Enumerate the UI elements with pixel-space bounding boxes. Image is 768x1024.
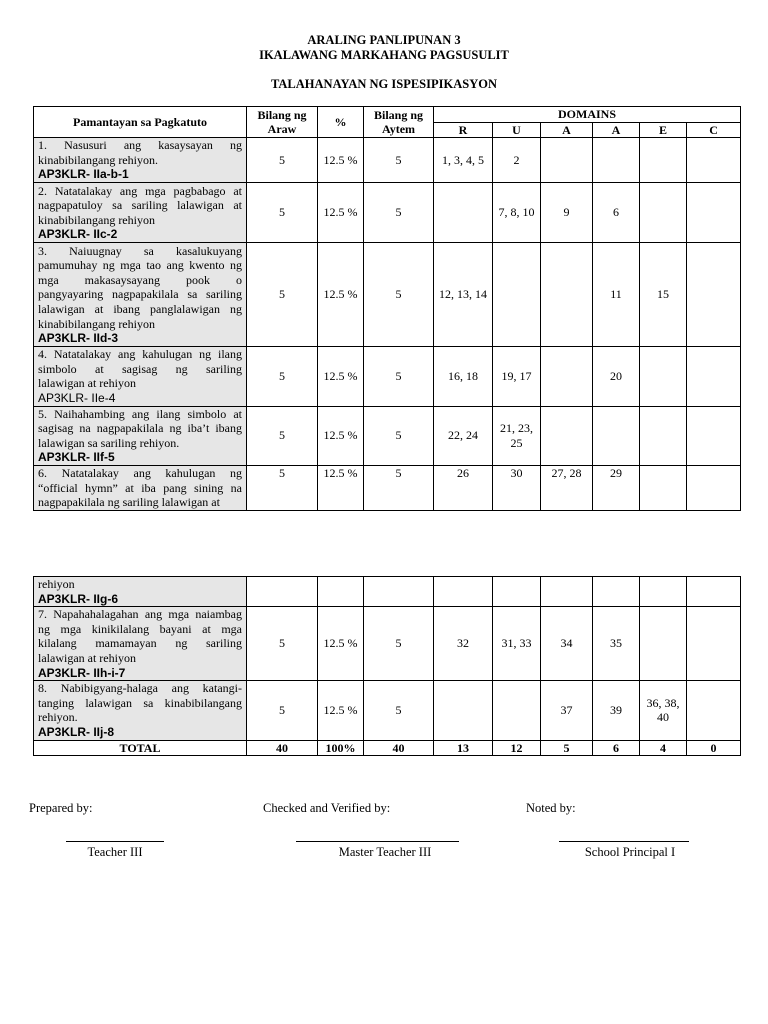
checked-by-label: Checked and Verified by: — [263, 801, 391, 815]
domain-a1-cell — [541, 347, 593, 406]
domain-a2-cell: 35 — [593, 607, 640, 681]
domain-c-cell — [687, 406, 741, 465]
domain-u-cell — [493, 681, 541, 740]
table-row — [34, 406, 741, 465]
competency-text-line: 8. Nabibigyang-halaga ang katangi- — [38, 681, 242, 696]
competency-code: AP3KLR- IIg-6 — [38, 591, 119, 606]
domain-a2-cell: 29 — [593, 465, 640, 510]
domain-a2-cell: 6 — [593, 183, 640, 243]
days-cell: 5 — [247, 243, 318, 347]
items-cell: 5 — [364, 681, 434, 740]
items-cell: 5 — [364, 607, 434, 681]
col-domain-a2: A — [593, 122, 640, 138]
table-row — [34, 347, 741, 406]
col-competency: Pamantayan sa Pagkatuto — [34, 107, 247, 138]
competency-text-line: tanging lalawigan sa kinabibilangang — [38, 695, 242, 710]
domain-c-cell — [687, 183, 741, 243]
domain-u-cell: 7, 8, 10 — [493, 183, 541, 243]
days-cell: 5 — [247, 465, 318, 510]
col-domain-a1: A — [541, 122, 593, 138]
domain-r-cell: 32 — [434, 607, 493, 681]
competency-text-line: rehiyon — [38, 577, 75, 591]
role-teacher: Teacher III — [87, 845, 143, 859]
competency-text-line: 2. Natatalakay ang mga pagbabago at — [38, 183, 242, 198]
table-row — [34, 681, 741, 740]
empty-cell — [593, 577, 640, 607]
competency-cell — [34, 607, 247, 681]
domain-a2-cell — [593, 138, 640, 183]
percent-cell: 12.5 % — [318, 607, 364, 681]
competency-cell — [34, 577, 247, 607]
table-row — [34, 183, 741, 243]
competency-text-line: kinabibilangang rehiyon — [38, 316, 155, 331]
total-percent: 100% — [318, 740, 364, 756]
days-cell: 5 — [247, 138, 318, 183]
days-cell: 5 — [247, 681, 318, 740]
prepared-by-label: Prepared by: — [29, 801, 93, 815]
domain-e-cell — [640, 138, 687, 183]
domain-u-cell — [493, 243, 541, 347]
domain-r-cell: 16, 18 — [434, 347, 493, 406]
domain-a1-cell: 37 — [541, 681, 593, 740]
percent-cell: 12.5 % — [318, 138, 364, 183]
competency-code: AP3KLR- IIe-4 — [38, 390, 116, 405]
domain-a2-cell: 20 — [593, 347, 640, 406]
days-cell: 5 — [247, 183, 318, 243]
domain-u-cell: 21, 23, 25 — [493, 406, 541, 465]
days-cell: 5 — [247, 406, 318, 465]
domain-e-cell: 36, 38, 40 — [640, 681, 687, 740]
col-percent: % — [318, 107, 364, 138]
percent-cell: 12.5 % — [318, 183, 364, 243]
percent-cell: 12.5 % — [318, 406, 364, 465]
table-row — [34, 243, 741, 347]
domain-r-cell: 12, 13, 14 — [434, 243, 493, 347]
competency-text-line: lalawigan at ibang panglalawigan ng — [38, 301, 242, 316]
domain-u-cell: 30 — [493, 465, 541, 510]
total-a1: 5 — [541, 740, 593, 756]
noted-by-label: Noted by: — [526, 801, 576, 815]
empty-cell — [687, 577, 741, 607]
domain-a2-cell — [593, 406, 640, 465]
domain-a1-cell: 9 — [541, 183, 593, 243]
competency-text-line: “official hymn” at iba pang sining na — [38, 480, 242, 495]
competency-text-line: 5. Naihahambing ang ilang simbolo at — [38, 406, 242, 421]
domain-c-cell — [687, 347, 741, 406]
domain-a1-cell — [541, 406, 593, 465]
competency-code: AP3KLR- IIa-b-1 — [38, 167, 129, 182]
domain-c-cell — [687, 243, 741, 347]
competency-text-line: 6. Natatalakay ang kahulugan ng — [38, 465, 242, 480]
domain-a1-cell — [541, 138, 593, 183]
domain-a1-cell: 27, 28 — [541, 465, 593, 510]
domain-u-cell: 31, 33 — [493, 607, 541, 681]
competency-cell — [34, 681, 247, 740]
competency-code: AP3KLR- IIh-i-7 — [38, 665, 126, 680]
items-cell: 5 — [364, 347, 434, 406]
role-master-teacher: Master Teacher III — [338, 845, 432, 859]
competency-text-line: 7. Napahahalagahan ang mga naiambag — [38, 607, 242, 622]
total-r: 13 — [434, 740, 493, 756]
domain-r-cell — [434, 681, 493, 740]
empty-cell — [434, 577, 493, 607]
role-principal: School Principal I — [584, 845, 676, 859]
competency-text-line: sagisag na nagpapakilala ng iba’t ibang — [38, 421, 242, 436]
domain-c-cell — [687, 138, 741, 183]
competency-text-line: rehiyon. — [38, 710, 78, 725]
percent-cell: 12.5 % — [318, 681, 364, 740]
domain-a2-cell: 39 — [593, 681, 640, 740]
total-days: 40 — [247, 740, 318, 756]
competency-text-line: lalawigan at rehiyon — [38, 376, 136, 391]
competency-text-line: lalawigan sa sariling rehiyon. — [38, 435, 180, 450]
domain-a1-cell: 34 — [541, 607, 593, 681]
competency-text-line: kinabibilangang rehiyon — [38, 212, 155, 227]
days-cell: 5 — [247, 607, 318, 681]
competency-text-line: 1. Nasusuri ang kasaysayan ng — [38, 138, 242, 153]
competency-text-line: pamumuhay ng mga tao ang kwento ng — [38, 258, 242, 273]
domain-e-cell — [640, 406, 687, 465]
total-row — [34, 740, 741, 756]
signature-line-principal — [559, 841, 689, 842]
total-u: 12 — [493, 740, 541, 756]
specification-table-continued — [33, 576, 741, 756]
days-cell: 5 — [247, 347, 318, 406]
competency-cell — [34, 406, 247, 465]
signature-line-master-teacher — [296, 841, 459, 842]
empty-cell — [364, 577, 434, 607]
domain-e-cell: 15 — [640, 243, 687, 347]
competency-text-line: nagpapatuloy sa sariling lalawigan at — [38, 198, 242, 213]
total-items: 40 — [364, 740, 434, 756]
col-domain-e: E — [640, 122, 687, 138]
percent-cell: 12.5 % — [318, 465, 364, 510]
domain-r-cell — [434, 183, 493, 243]
domain-e-cell — [640, 183, 687, 243]
table-row — [34, 465, 741, 510]
domain-c-cell — [687, 465, 741, 510]
domain-r-cell: 22, 24 — [434, 406, 493, 465]
empty-cell — [493, 577, 541, 607]
signature-line-teacher — [66, 841, 164, 842]
total-c: 0 — [687, 740, 741, 756]
empty-cell — [318, 577, 364, 607]
competency-code: AP3KLR- IIf-5 — [38, 450, 115, 465]
specification-table — [33, 106, 741, 511]
total-e: 4 — [640, 740, 687, 756]
competency-cell — [34, 183, 247, 243]
empty-cell — [541, 577, 593, 607]
competency-text-line: mga makasaysayang pook o — [38, 272, 242, 287]
header-row — [34, 107, 741, 123]
empty-cell — [640, 577, 687, 607]
items-cell: 5 — [364, 465, 434, 510]
items-cell: 5 — [364, 183, 434, 243]
total-label: TOTAL — [34, 740, 247, 756]
table-row — [34, 607, 741, 681]
competency-text-line: 4. Natatalakay ang kahulugan ng ilang — [38, 347, 242, 362]
domain-e-cell — [640, 607, 687, 681]
competency-code: AP3KLR- IIj-8 — [38, 724, 115, 739]
items-cell: 5 — [364, 406, 434, 465]
domain-u-cell: 2 — [493, 138, 541, 183]
col-days: Bilang ng Araw — [247, 107, 318, 138]
domain-a2-cell: 11 — [593, 243, 640, 347]
competency-cell — [34, 243, 247, 347]
col-domain-u: U — [493, 122, 541, 138]
col-domain-c: C — [687, 122, 741, 138]
competency-cell — [34, 465, 247, 510]
empty-cell — [247, 577, 318, 607]
domain-c-cell — [687, 607, 741, 681]
competency-cell — [34, 138, 247, 183]
total-a2: 6 — [593, 740, 640, 756]
table-row — [34, 138, 741, 183]
items-cell: 5 — [364, 243, 434, 347]
competency-text-line: lalawigan at rehiyon — [38, 650, 136, 665]
competency-text-line: kilalang mamamayan ng sariling — [38, 636, 242, 651]
competency-code: AP3KLR- IId-3 — [38, 331, 119, 346]
domain-a1-cell — [541, 243, 593, 347]
subject-title: ARALING PANLIPUNAN 3 — [307, 33, 461, 47]
domain-e-cell — [640, 347, 687, 406]
competency-text-line: ng mga kinikilalang bayani at mga — [38, 621, 242, 636]
domain-u-cell: 19, 17 — [493, 347, 541, 406]
exam-title: IKALAWANG MARKAHANG PAGSUSULIT — [259, 48, 509, 62]
col-domains: DOMAINS — [434, 107, 741, 123]
col-domain-r: R — [434, 122, 493, 138]
domain-e-cell — [640, 465, 687, 510]
domain-c-cell — [687, 681, 741, 740]
table-title: TALAHANAYAN NG ISPESIPIKASYON — [271, 77, 497, 91]
competency-text-line: 3. Naiuugnay sa kasalukuyang — [38, 243, 242, 258]
table-row — [34, 577, 741, 607]
competency-text-line: simbolo at sagisag ng sariling — [38, 361, 242, 376]
competency-code: AP3KLR- IIc-2 — [38, 227, 118, 242]
competency-cell — [34, 347, 247, 406]
percent-cell: 12.5 % — [318, 243, 364, 347]
competency-text-line: nagpapakilala ng sariling lalawigan at — [38, 495, 220, 510]
competency-text-line: pangyayaring nagpapakilala sa sariling — [38, 287, 242, 302]
domain-r-cell: 26 — [434, 465, 493, 510]
items-cell: 5 — [364, 138, 434, 183]
percent-cell: 12.5 % — [318, 347, 364, 406]
col-items: Bilang ng Aytem — [364, 107, 434, 138]
competency-text-line: kinabibilangang rehiyon. — [38, 152, 158, 167]
domain-r-cell: 1, 3, 4, 5 — [434, 138, 493, 183]
